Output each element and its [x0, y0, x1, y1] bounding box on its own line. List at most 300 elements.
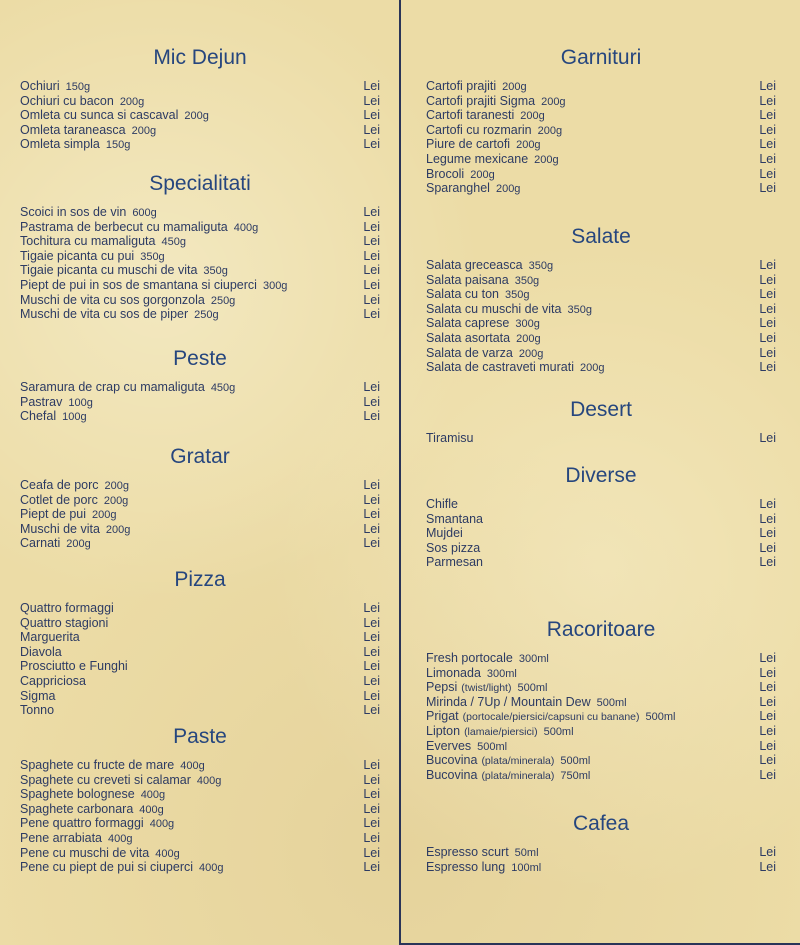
- menu-item-weight: 500ml: [543, 725, 574, 738]
- menu-item-name: Salata caprese: [426, 316, 510, 331]
- menu-item: [20, 478, 380, 493]
- menu-section-garnituri: [426, 46, 776, 196]
- menu-section-pizza: [20, 568, 380, 718]
- section-title: Gratar: [170, 445, 230, 468]
- menu-item: [20, 293, 380, 308]
- menu-item: [20, 802, 380, 817]
- menu-item: [426, 541, 776, 556]
- menu-item-description: [20, 787, 165, 803]
- menu-item-price: Lei: [759, 511, 776, 526]
- menu-item-name: Salata greceasca: [426, 258, 523, 272]
- menu-item-note: (twist/light): [461, 682, 512, 695]
- menu-item-name: Omleta taraneasca: [20, 122, 126, 137]
- menu-item-price: Lei: [363, 277, 380, 292]
- menu-item-note: (plata/minerala): [481, 755, 555, 768]
- menu-item-weight: 200g: [516, 332, 541, 345]
- menu-item-name: Piept de pui in sos de smantana si ciuperci: [20, 277, 257, 292]
- menu-item-weight: 400g: [155, 847, 180, 860]
- section-title: Racoritoare: [546, 618, 656, 641]
- menu-item-weight: 350g: [528, 260, 554, 272]
- menu-item-description: [426, 273, 539, 289]
- menu-item-price: Lei: [363, 644, 380, 659]
- menu-item-name: Smantana: [426, 511, 483, 526]
- menu-item-description: [20, 263, 228, 279]
- menu-item-weight: 100ml: [511, 861, 542, 874]
- menu-item-name: Bucovina: [426, 767, 478, 782]
- menu-item-description: [20, 601, 114, 616]
- section-title: Garnituri: [560, 46, 642, 69]
- menu-item-description: [426, 651, 549, 667]
- menu-item-price: Lei: [759, 79, 776, 93]
- menu-item-name: Omleta cu sunca si cascaval: [20, 108, 179, 123]
- menu-item-name: Carnati: [20, 536, 61, 551]
- menu-item-name: Marguerita: [20, 630, 80, 645]
- menu-item: [20, 689, 380, 704]
- menu-item-weight: 400g: [196, 774, 222, 787]
- menu-item-weight: 200g: [580, 362, 605, 375]
- menu-item-weight: 500ml: [596, 696, 627, 709]
- menu-item-name: Pastrav: [20, 394, 63, 409]
- menu-item: [20, 108, 380, 123]
- menu-item-price: Lei: [759, 753, 776, 768]
- menu-item-price: Lei: [363, 234, 380, 249]
- menu-item: [20, 220, 380, 235]
- menu-item-price: Lei: [363, 688, 380, 703]
- menu-item-price: Lei: [363, 108, 380, 123]
- menu-item: [426, 258, 776, 273]
- menu-item-price: Lei: [363, 521, 380, 536]
- menu-item-description: [426, 94, 566, 110]
- menu-item-price: Lei: [363, 615, 380, 630]
- menu-item-weight: 100g: [62, 411, 87, 424]
- menu-item-weight: 200g: [516, 139, 541, 152]
- menu-item: [20, 493, 380, 508]
- menu-item: [20, 205, 380, 220]
- menu-item-weight: 150g: [105, 139, 131, 152]
- menu-item: [20, 773, 380, 788]
- menu-item-price: Lei: [759, 93, 776, 108]
- section-title: Desert: [570, 398, 632, 421]
- menu-item-name: Tochitura cu mamaliguta: [20, 234, 156, 249]
- menu-item: [20, 831, 380, 846]
- menu-item-name: Cartofi taranesti: [426, 108, 515, 123]
- menu-item-name: Cartofi cu rozmarin: [426, 122, 532, 137]
- menu-item-price: Lei: [363, 492, 380, 507]
- menu-item-weight: 300g: [262, 279, 288, 292]
- menu-item-name: Lipton: [426, 723, 461, 738]
- menu-item-list: [426, 79, 776, 196]
- menu-item-weight: 200g: [105, 523, 131, 536]
- menu-item-price: Lei: [759, 665, 776, 680]
- menu-item: [20, 787, 380, 802]
- menu-item-price: Lei: [759, 137, 776, 152]
- menu-item-price: Lei: [363, 263, 380, 278]
- menu-item-weight: 50ml: [514, 847, 539, 859]
- menu-item-weight: 500ml: [477, 740, 508, 753]
- section-title: Mic Dejun: [153, 46, 247, 69]
- menu-item-description: [20, 860, 224, 876]
- menu-item: [20, 409, 380, 424]
- menu-item-name: Pene arrabiata: [20, 830, 103, 845]
- menu-item-description: [20, 645, 62, 660]
- menu-item-list: [426, 651, 776, 782]
- menu-item-description: [426, 695, 627, 711]
- menu-item-description: [20, 395, 93, 411]
- menu-item-description: [20, 493, 128, 509]
- menu-item: [20, 234, 380, 249]
- menu-item: [20, 137, 380, 152]
- menu-section-gratar: [20, 445, 380, 551]
- menu-item-weight: 500ml: [517, 682, 548, 695]
- menu-item-price: Lei: [759, 555, 776, 570]
- menu-item-description: [20, 380, 235, 396]
- menu-item-name: Limonada: [426, 665, 481, 680]
- menu-item-weight: 450g: [161, 236, 186, 249]
- menu-item-description: [426, 724, 574, 740]
- menu-item-description: [426, 526, 463, 541]
- menu-item-name: Pastrama de berbecut cu mamaliguta: [20, 219, 228, 234]
- menu-item-weight: 200g: [541, 95, 566, 108]
- column-divider: [399, 0, 401, 945]
- menu-item-price: Lei: [363, 409, 380, 424]
- menu-item-price: Lei: [363, 601, 380, 615]
- menu-item-price: Lei: [363, 380, 380, 394]
- menu-item-weight: 250g: [210, 294, 236, 307]
- menu-item-weight: 200g: [119, 95, 145, 108]
- menu-item-weight: 200g: [495, 183, 521, 196]
- menu-item-price: Lei: [363, 703, 380, 718]
- menu-item-description: [426, 768, 590, 784]
- menu-item-name: Tiramisu: [426, 431, 474, 445]
- menu-item: [426, 316, 776, 331]
- menu-item-weight: 200g: [103, 494, 129, 507]
- menu-item-price: Lei: [759, 680, 776, 695]
- menu-item-weight: 400g: [199, 862, 224, 875]
- menu-item-list: [426, 497, 776, 570]
- section-title: Specialitati: [149, 172, 251, 195]
- menu-item-note: (portocale/piersici/capsuni cu banane): [462, 711, 640, 724]
- menu-item: [20, 395, 380, 410]
- menu-item: [426, 108, 776, 123]
- menu-item-price: Lei: [759, 540, 776, 555]
- menu-item: [20, 860, 380, 875]
- menu-item-price: Lei: [759, 108, 776, 123]
- menu-item-note: (plata/minerala): [481, 769, 555, 782]
- menu-item-description: [426, 108, 545, 124]
- menu-item-description: [20, 703, 54, 718]
- menu-item: [426, 695, 776, 710]
- menu-item-price: Lei: [759, 738, 776, 753]
- menu-item: [20, 380, 380, 395]
- menu-item-name: Ochiuri cu bacon: [20, 93, 114, 108]
- menu-item: [426, 845, 776, 860]
- menu-item-weight: 300ml: [518, 653, 549, 665]
- menu-item: [426, 555, 776, 570]
- menu-item-weight: 200g: [184, 110, 209, 123]
- menu-item-name: Piure de cartofi: [426, 137, 511, 152]
- menu-item-name: Quattro formaggi: [20, 601, 114, 615]
- menu-item: [426, 123, 776, 138]
- menu-item-price: Lei: [363, 205, 380, 219]
- menu-item-description: [426, 316, 540, 332]
- menu-item-description: [20, 689, 55, 704]
- menu-item-price: Lei: [363, 307, 380, 322]
- menu-item: [20, 630, 380, 645]
- menu-item-description: [20, 108, 209, 124]
- menu-item: [426, 512, 776, 527]
- menu-item-description: [426, 302, 592, 318]
- menu-item-name: Diavola: [20, 644, 62, 659]
- menu-item-description: [20, 278, 287, 294]
- section-title: Salate: [571, 225, 631, 248]
- menu-item-description: [20, 802, 164, 818]
- menu-item: [426, 666, 776, 681]
- menu-item-description: [426, 287, 529, 303]
- menu-item-price: Lei: [759, 345, 776, 360]
- frame-bottom-line: [399, 943, 800, 945]
- menu-item-name: Quattro stagioni: [20, 615, 109, 630]
- menu-item: [426, 94, 776, 109]
- menu-item-name: Spaghete cu creveti si calamar: [20, 772, 191, 787]
- menu-item-price: Lei: [363, 248, 380, 263]
- menu-item-weight: 200g: [502, 81, 527, 93]
- menu-item-name: Cappriciosa: [20, 673, 87, 688]
- menu-item: [20, 758, 380, 773]
- menu-item: [426, 753, 776, 768]
- menu-item-description: [20, 522, 130, 538]
- menu-item-description: [426, 431, 473, 446]
- menu-item-name: Spaghete bolognese: [20, 787, 135, 802]
- menu-item-description: [20, 293, 235, 309]
- menu-item-description: [20, 616, 108, 631]
- menu-item-weight: 500ml: [645, 711, 676, 724]
- menu-item: [426, 724, 776, 739]
- menu-item-weight: 350g: [514, 274, 540, 287]
- menu-item-price: Lei: [759, 122, 776, 137]
- menu-item-description: [426, 181, 520, 197]
- menu-section-mic-dejun: [20, 46, 380, 152]
- menu-item-name: Chefal: [20, 409, 57, 424]
- menu-item-description: [426, 331, 541, 347]
- menu-item-description: [20, 123, 156, 139]
- menu-item-description: [20, 630, 80, 645]
- menu-item-description: [426, 680, 547, 696]
- menu-item-name: Scoici in sos de vin: [20, 205, 127, 219]
- menu-item-price: Lei: [363, 816, 380, 831]
- menu-item-price: Lei: [759, 526, 776, 541]
- menu-item-list: [20, 79, 380, 152]
- menu-item-description: [20, 79, 90, 95]
- menu-item-price: Lei: [759, 651, 776, 665]
- menu-item-description: [20, 220, 258, 236]
- menu-item-name: Spaghete carbonara: [20, 801, 134, 816]
- menu-item-description: [20, 816, 174, 832]
- menu-item: [426, 680, 776, 695]
- menu-item: [20, 616, 380, 631]
- menu-item: [20, 703, 380, 718]
- menu-item-price: Lei: [363, 860, 380, 875]
- menu-item-list: [20, 758, 380, 875]
- menu-item-price: Lei: [759, 166, 776, 181]
- menu-item-price: Lei: [759, 694, 776, 709]
- menu-item-weight: 350g: [567, 303, 592, 316]
- menu-item-weight: 200g: [131, 124, 157, 137]
- menu-item-weight: 200g: [470, 168, 495, 181]
- menu-section-specialitati: [20, 172, 380, 322]
- menu-item-price: Lei: [759, 360, 776, 375]
- menu-item: [20, 79, 380, 94]
- menu-item-name: Pene cu muschi de vita: [20, 845, 150, 860]
- menu-item-list: [426, 258, 776, 375]
- menu-item-weight: 350g: [140, 250, 165, 263]
- menu-item-price: Lei: [363, 219, 380, 234]
- menu-item-price: Lei: [759, 181, 776, 196]
- menu-item-description: [426, 512, 483, 527]
- menu-item-weight: 200g: [92, 509, 117, 522]
- menu-item-name: Salata cu muschi de vita: [426, 301, 562, 316]
- menu-item-name: Espresso scurt: [426, 845, 509, 859]
- menu-item-list: [20, 601, 380, 718]
- menu-item-price: Lei: [363, 801, 380, 816]
- menu-item-name: Legume mexicane: [426, 151, 529, 166]
- menu-item-price: Lei: [363, 79, 380, 93]
- menu-item-price: Lei: [363, 673, 380, 688]
- menu-item-list: [20, 380, 380, 424]
- menu-item-weight: 200g: [520, 110, 545, 123]
- menu-item-name: Chifle: [426, 497, 458, 511]
- menu-item-name: Muschi de vita cu sos de piper: [20, 307, 189, 322]
- menu-item-name: Mujdei: [426, 526, 463, 541]
- menu-item: [20, 263, 380, 278]
- menu-item-price: Lei: [363, 478, 380, 492]
- menu-section-paste: [20, 725, 380, 875]
- menu-item-name: Spaghete cu fructe de mare: [20, 758, 175, 772]
- menu-item-weight: 600g: [132, 207, 157, 219]
- menu-item-name: Salata de castraveti murati: [426, 360, 574, 375]
- menu-item: [426, 431, 776, 446]
- menu-item-price: Lei: [759, 301, 776, 316]
- menu-item-price: Lei: [363, 122, 380, 137]
- menu-item-price: Lei: [759, 859, 776, 874]
- menu-item-weight: 150g: [65, 81, 91, 93]
- menu-item-price: Lei: [363, 137, 380, 152]
- menu-item-description: [20, 758, 205, 774]
- menu-item-price: Lei: [363, 292, 380, 307]
- menu-item-price: Lei: [363, 630, 380, 645]
- menu-section-racoritoare: [426, 618, 776, 782]
- menu-item-description: [426, 79, 527, 95]
- menu-item: [426, 768, 776, 783]
- menu-item-description: [20, 536, 91, 552]
- menu-item-price: Lei: [363, 787, 380, 802]
- menu-item-description: [426, 845, 539, 861]
- menu-item-weight: 350g: [504, 289, 530, 302]
- menu-item-description: [426, 346, 543, 362]
- menu-item-weight: 300g: [515, 318, 540, 331]
- menu-item-description: [426, 555, 483, 570]
- menu-item-note: (lamaie/piersici): [464, 725, 538, 738]
- section-title: Peste: [173, 347, 227, 370]
- menu-item-list: [20, 478, 380, 551]
- menu-item-description: [20, 409, 87, 425]
- menu-section-salate: [426, 225, 776, 375]
- menu-item: [20, 846, 380, 861]
- menu-item: [20, 601, 380, 616]
- section-title: Pizza: [174, 568, 226, 591]
- menu-item-name: Cotlet de porc: [20, 492, 98, 507]
- menu-item-description: [426, 137, 541, 153]
- menu-item: [426, 331, 776, 346]
- menu-section-peste: [20, 347, 380, 424]
- menu-item-name: Piept de pui: [20, 507, 87, 522]
- menu-item-weight: 400g: [140, 789, 166, 802]
- menu-item-price: Lei: [759, 258, 776, 272]
- menu-item-name: Muschi de vita cu sos gorgonzola: [20, 292, 205, 307]
- menu-item-price: Lei: [363, 659, 380, 674]
- menu-item: [20, 659, 380, 674]
- menu-item-name: Brocoli: [426, 166, 465, 181]
- section-title: Diverse: [565, 464, 637, 487]
- menu-item-weight: 250g: [194, 309, 219, 322]
- menu-item: [20, 507, 380, 522]
- menu-item-price: Lei: [759, 723, 776, 738]
- menu-item: [426, 273, 776, 288]
- menu-item-description: [20, 831, 133, 847]
- menu-item-description: [20, 249, 165, 265]
- menu-item-weight: 400g: [180, 760, 205, 772]
- menu-item-description: [20, 773, 221, 789]
- menu-item-price: Lei: [759, 497, 776, 511]
- menu-item: [426, 287, 776, 302]
- menu-item-weight: 200g: [104, 480, 130, 492]
- menu-item: [426, 167, 776, 182]
- menu-item-price: Lei: [363, 93, 380, 108]
- menu-item-name: Bucovina: [426, 753, 478, 768]
- menu-item: [426, 152, 776, 167]
- menu-item-weight: 450g: [210, 382, 236, 394]
- menu-item-weight: 350g: [203, 265, 228, 278]
- menu-item-name: Prigat: [426, 709, 459, 724]
- menu-item: [426, 346, 776, 361]
- menu-item: [426, 860, 776, 875]
- menu-item: [20, 536, 380, 551]
- menu-item-weight: 200g: [537, 124, 563, 137]
- menu-item-weight: 500ml: [560, 755, 591, 768]
- menu-item-description: [426, 152, 559, 168]
- menu-item-price: Lei: [363, 758, 380, 772]
- menu-item-name: Tigaie picanta cu pui: [20, 248, 135, 263]
- menu-item: [426, 651, 776, 666]
- menu-item-description: [426, 753, 590, 769]
- menu-item-name: Sos pizza: [426, 540, 481, 555]
- menu-item-name: Parmesan: [426, 555, 483, 570]
- menu-item-description: [20, 659, 128, 674]
- menu-item-price: Lei: [759, 272, 776, 287]
- menu-item-name: Sparanghel: [426, 181, 490, 196]
- menu-item: [426, 137, 776, 152]
- menu-item-price: Lei: [363, 536, 380, 551]
- menu-item-name: Ochiuri: [20, 79, 60, 93]
- menu-item-description: [20, 478, 129, 494]
- menu-item-weight: 400g: [108, 832, 133, 845]
- menu-item-name: Fresh portocale: [426, 651, 513, 665]
- menu-item-description: [426, 709, 675, 725]
- menu-item-description: [20, 137, 130, 153]
- menu-item-name: Ceafa de porc: [20, 478, 99, 492]
- menu-item-price: Lei: [759, 431, 776, 445]
- menu-item-description: [426, 860, 541, 876]
- menu-item-name: Everves: [426, 738, 472, 753]
